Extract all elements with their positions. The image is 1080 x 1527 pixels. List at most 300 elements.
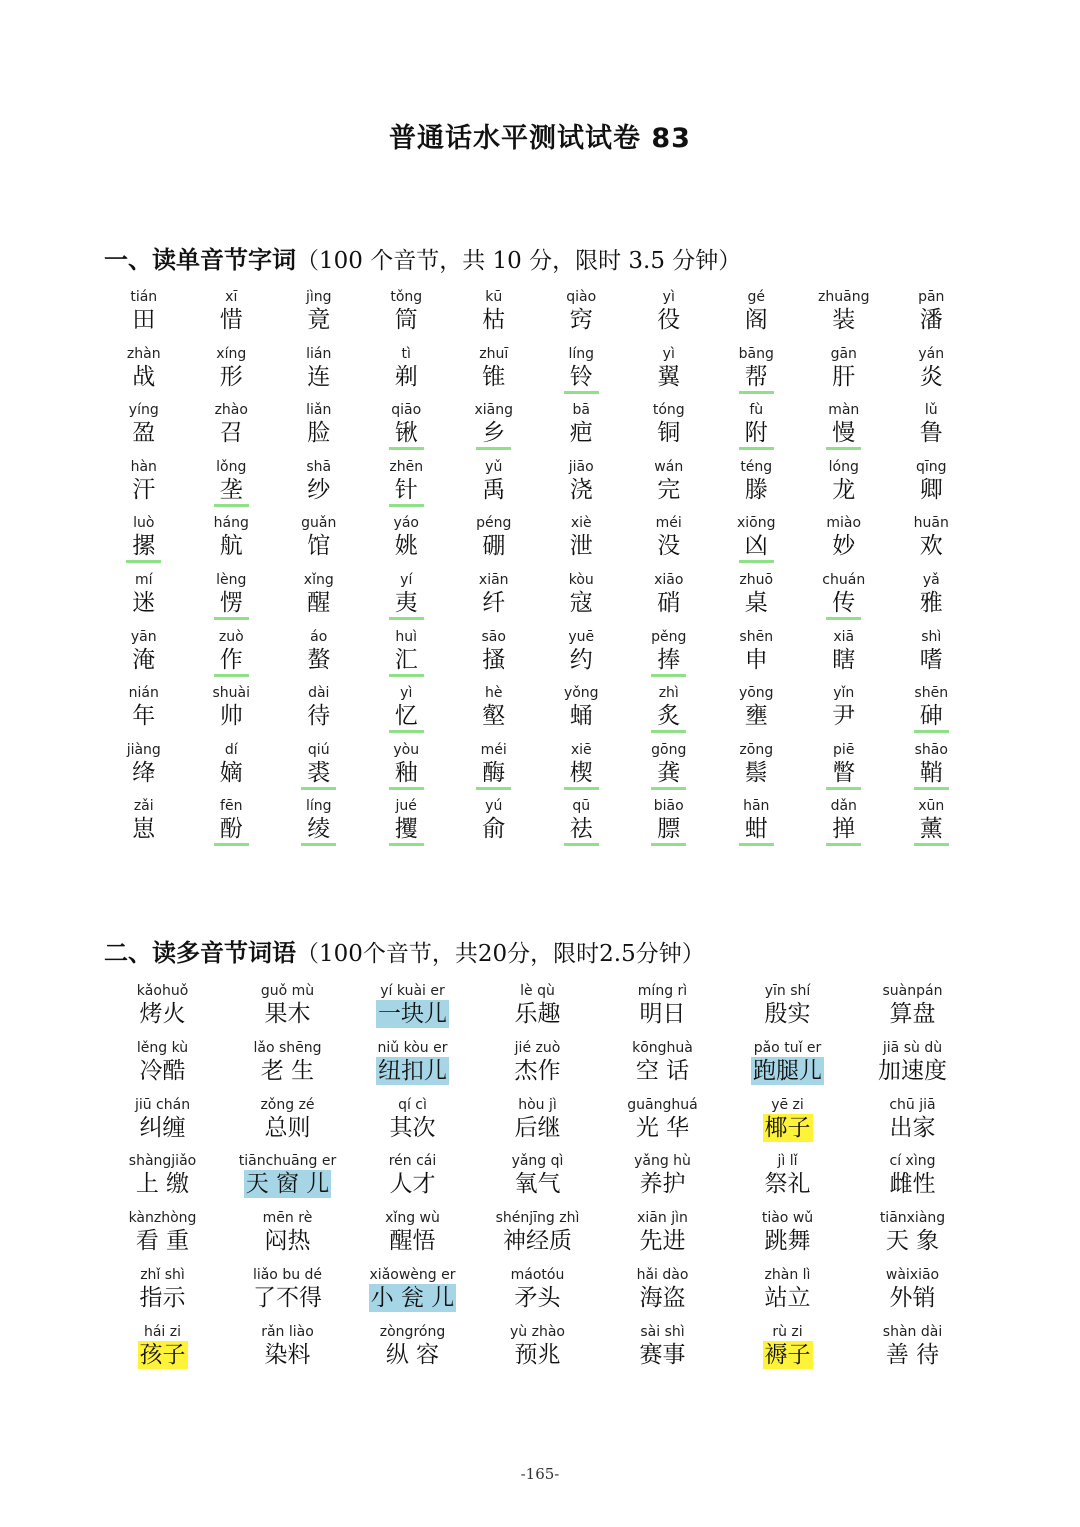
pinyin: tián	[130, 289, 158, 305]
section1-note: （100 个音节，共 10 分，限时 3.5 分钟）	[296, 248, 742, 274]
pinyin: jìng	[305, 289, 332, 305]
hanzi: 瞥	[826, 759, 861, 790]
character-item	[363, 797, 451, 854]
word-item	[100, 982, 225, 1039]
word-row	[100, 514, 975, 571]
character-item	[713, 741, 801, 798]
pinyin: xiōng	[737, 515, 776, 532]
hanzi: 纱	[307, 476, 331, 503]
hanzi: 染料	[264, 1341, 311, 1368]
word-row	[100, 628, 975, 685]
pinyin: qū	[572, 798, 591, 815]
character-item	[625, 401, 713, 458]
word-item	[100, 1096, 225, 1153]
pinyin: mí	[134, 571, 153, 588]
pinyin: zhēn	[389, 458, 424, 475]
character-item	[450, 401, 538, 458]
hanzi: 攫	[389, 815, 424, 846]
word-row	[100, 741, 975, 798]
hanzi: 作	[214, 646, 249, 677]
hanzi: 筒	[394, 307, 418, 333]
hanzi: 雌性	[889, 1171, 936, 1198]
pinyin: sài shì	[640, 1323, 685, 1340]
word-item	[725, 982, 850, 1039]
character-item	[275, 571, 363, 628]
character-item	[625, 797, 713, 854]
pinyin: rén cái	[388, 1153, 437, 1170]
pinyin: shuài	[212, 685, 250, 702]
hanzi: 召	[219, 420, 243, 447]
character-item	[713, 797, 801, 854]
word-item	[725, 1152, 850, 1209]
word-item	[725, 1039, 850, 1096]
hanzi: 蚶	[739, 815, 774, 846]
word-row	[100, 1323, 975, 1380]
character-item	[800, 288, 888, 345]
pinyin: jì lǐ	[777, 1153, 798, 1170]
pinyin: rǎn liào	[261, 1323, 314, 1340]
hanzi: 鲁	[919, 420, 943, 447]
character-item	[363, 741, 451, 798]
hanzi: 硝	[657, 589, 681, 616]
hanzi: 摞	[126, 532, 161, 563]
pinyin: máotóu	[510, 1266, 565, 1283]
pinyin: gé	[747, 289, 765, 305]
section1-title: 一、读单音节字词	[104, 246, 296, 274]
hanzi: 闷热	[264, 1228, 311, 1255]
pinyin: fù	[749, 402, 764, 419]
pinyin: hè	[485, 685, 503, 702]
character-item	[450, 571, 538, 628]
pinyin: lǔ	[924, 402, 938, 419]
pinyin: hān	[743, 798, 770, 815]
hanzi: 孩子	[139, 1341, 186, 1368]
character-item	[275, 628, 363, 685]
character-item	[363, 684, 451, 741]
hanzi: 殷实	[764, 1001, 811, 1027]
character-item	[538, 741, 626, 798]
hanzi: 垄	[214, 476, 249, 507]
character-item	[888, 628, 976, 685]
hanzi: 先进	[639, 1228, 686, 1255]
word-row	[100, 1096, 975, 1153]
character-item	[888, 741, 976, 798]
hanzi: 后继	[514, 1114, 561, 1141]
hanzi: 烤火	[139, 1001, 186, 1027]
character-item	[888, 458, 976, 515]
hanzi: 祛	[564, 815, 599, 846]
hanzi: 其次	[389, 1114, 436, 1141]
hanzi: 鬃	[744, 759, 768, 786]
word-item	[725, 1209, 850, 1266]
character-item	[450, 684, 538, 741]
pinyin: shā	[306, 458, 332, 475]
pinyin: gōng	[651, 741, 687, 758]
character-item	[100, 288, 188, 345]
hanzi: 装	[832, 307, 856, 333]
hanzi: 针	[389, 476, 424, 507]
pinyin: zhàn lì	[764, 1266, 811, 1283]
hanzi: 附	[739, 419, 774, 450]
hanzi: 嫡	[219, 759, 243, 786]
hanzi: 裘	[301, 759, 336, 790]
character-item	[713, 458, 801, 515]
character-item	[275, 514, 363, 571]
pinyin: háng	[213, 515, 249, 532]
hanzi: 搔	[482, 646, 506, 673]
hanzi: 蛹	[569, 703, 593, 730]
character-item	[625, 458, 713, 515]
pinyin: chuán	[822, 571, 866, 588]
character-item	[275, 345, 363, 402]
hanzi: 海盗	[639, 1284, 686, 1311]
hanzi: 泄	[569, 533, 593, 560]
character-item	[188, 458, 276, 515]
word-item	[100, 1209, 225, 1266]
word-item	[475, 1323, 600, 1380]
pinyin: kǎohuǒ	[136, 983, 189, 999]
hanzi: 了不得	[253, 1284, 322, 1311]
hanzi: 硼	[482, 533, 506, 560]
character-item	[800, 741, 888, 798]
hanzi: 锥	[482, 363, 506, 390]
character-item	[450, 458, 538, 515]
character-item	[625, 345, 713, 402]
hanzi: 妙	[832, 533, 856, 560]
character-item	[100, 571, 188, 628]
pinyin: kū	[485, 289, 503, 305]
word-row	[100, 1039, 975, 1096]
hanzi: 航	[219, 533, 243, 560]
character-item	[100, 401, 188, 458]
character-item	[625, 288, 713, 345]
character-item	[450, 345, 538, 402]
character-item	[538, 797, 626, 854]
word-item	[600, 1209, 725, 1266]
word-item	[350, 1096, 475, 1153]
word-item	[225, 1152, 350, 1209]
character-item	[625, 741, 713, 798]
hanzi: 砷	[914, 702, 949, 733]
hanzi: 龙	[832, 476, 856, 503]
word-row	[100, 345, 975, 402]
word-item	[475, 982, 600, 1039]
hanzi: 一块儿	[378, 1001, 447, 1027]
pinyin: kōnghuà	[632, 1039, 693, 1056]
hanzi: 瞎	[832, 646, 856, 673]
character-item	[888, 797, 976, 854]
hanzi: 忆	[389, 702, 424, 733]
hanzi: 楔	[564, 759, 599, 790]
hanzi: 空 话	[635, 1057, 690, 1084]
hanzi: 绫	[301, 815, 336, 846]
hanzi: 小 瓮 儿	[370, 1284, 455, 1311]
character-item	[800, 684, 888, 741]
hanzi: 指示	[139, 1284, 186, 1311]
pinyin: shàn dài	[882, 1323, 943, 1340]
hanzi: 姚	[394, 533, 418, 560]
hanzi: 年	[132, 703, 156, 730]
pinyin: zhuī	[479, 345, 509, 362]
hanzi: 夷	[389, 589, 424, 620]
character-item	[538, 288, 626, 345]
pinyin: zuò	[218, 628, 244, 645]
hanzi: 人才	[389, 1171, 436, 1198]
pinyin: yǎng qì	[511, 1153, 564, 1170]
hanzi: 褥子	[764, 1341, 811, 1368]
page-number: -165-	[520, 1465, 560, 1483]
pinyin: shāo	[914, 741, 948, 758]
hanzi: 预兆	[514, 1341, 561, 1368]
character-item	[275, 684, 363, 741]
pinyin: wàixiāo	[885, 1266, 940, 1283]
word-item	[225, 982, 350, 1039]
pinyin: téng	[740, 458, 773, 475]
character-item	[188, 288, 276, 345]
hanzi: 果木	[264, 1001, 311, 1027]
character-item	[188, 571, 276, 628]
hanzi: 传	[826, 589, 861, 620]
character-item	[538, 571, 626, 628]
word-item	[600, 1323, 725, 1380]
hanzi: 跑腿儿	[753, 1057, 822, 1084]
hanzi: 祭礼	[764, 1171, 811, 1198]
word-item	[850, 982, 975, 1039]
hanzi: 寇	[569, 589, 593, 616]
pinyin: péng	[476, 515, 512, 532]
word-item	[850, 1039, 975, 1096]
word-item	[225, 1096, 350, 1153]
character-item	[450, 741, 538, 798]
pinyin: lěng kù	[136, 1039, 189, 1056]
hanzi: 加速度	[878, 1057, 947, 1084]
hanzi: 卿	[919, 476, 943, 503]
character-item	[538, 401, 626, 458]
character-item	[100, 458, 188, 515]
character-item	[625, 514, 713, 571]
hanzi: 雅	[919, 589, 943, 616]
word-item	[475, 1266, 600, 1323]
word-row	[100, 1152, 975, 1209]
hanzi: 申	[744, 646, 768, 673]
pinyin: màn	[828, 402, 860, 419]
character-item	[888, 345, 976, 402]
hanzi: 老 生	[260, 1057, 315, 1084]
word-item	[100, 1323, 225, 1380]
character-item	[188, 345, 276, 402]
hanzi: 炎	[919, 363, 943, 390]
word-row	[100, 458, 975, 515]
hanzi: 纤	[482, 589, 506, 616]
character-item	[275, 401, 363, 458]
character-item	[800, 571, 888, 628]
pinyin: yuē	[568, 628, 595, 645]
pinyin: yì	[662, 345, 675, 362]
pinyin: pěng	[651, 628, 687, 645]
word-row	[100, 797, 975, 854]
character-item	[625, 628, 713, 685]
character-item	[888, 401, 976, 458]
word-item	[475, 1152, 600, 1209]
pinyin: xī	[225, 289, 238, 305]
character-item	[363, 571, 451, 628]
hanzi: 战	[132, 363, 156, 390]
hanzi: 剃	[394, 363, 418, 390]
pinyin: qīng	[915, 458, 947, 475]
pinyin: jiāo	[568, 458, 594, 475]
word-item	[725, 1323, 850, 1380]
hanzi: 酶	[476, 759, 511, 790]
word-row	[100, 1266, 975, 1323]
character-item	[800, 458, 888, 515]
hanzi: 光 华	[635, 1114, 690, 1141]
character-item	[188, 797, 276, 854]
pinyin: jié zuò	[514, 1039, 561, 1056]
character-item	[100, 741, 188, 798]
character-item	[188, 514, 276, 571]
hanzi: 馆	[307, 533, 331, 560]
hanzi: 冷酷	[139, 1057, 186, 1084]
pinyin: míng rì	[637, 983, 688, 999]
character-item	[363, 514, 451, 571]
hanzi: 待	[307, 703, 331, 730]
pinyin: cí xìng	[889, 1153, 936, 1170]
pinyin: hòu jì	[518, 1096, 557, 1113]
pinyin: nián	[128, 685, 159, 702]
character-item	[450, 288, 538, 345]
pinyin: wán	[654, 458, 684, 475]
pinyin: lǎo shēng	[253, 1039, 322, 1056]
word-row	[100, 571, 975, 628]
hanzi: 酚	[214, 815, 249, 846]
hanzi: 锹	[389, 419, 424, 450]
character-item	[888, 514, 976, 571]
pinyin: dǎn	[830, 798, 857, 815]
word-item	[600, 1039, 725, 1096]
pinyin: méi	[655, 515, 682, 532]
hanzi: 铜	[657, 420, 681, 447]
word-item	[850, 1096, 975, 1153]
word-item	[350, 982, 475, 1039]
word-item	[725, 1266, 850, 1323]
character-item	[275, 458, 363, 515]
pinyin: tiānchuāng er	[238, 1153, 337, 1170]
pinyin: zǒng zé	[260, 1096, 315, 1113]
hanzi: 禹	[482, 476, 506, 503]
hanzi: 纵 容	[385, 1341, 440, 1368]
pinyin: guānghuá	[627, 1096, 698, 1113]
hanzi: 慢	[826, 419, 861, 450]
character-item	[713, 345, 801, 402]
character-item	[363, 345, 451, 402]
character-item	[100, 345, 188, 402]
pinyin: guǒ mù	[260, 983, 315, 999]
pinyin: jiū chán	[134, 1096, 191, 1113]
pinyin: líng	[305, 798, 332, 815]
pinyin: chū jiā	[889, 1096, 936, 1113]
hanzi: 赛事	[639, 1341, 686, 1368]
pinyin: xiè	[570, 515, 592, 532]
character-item	[713, 401, 801, 458]
character-item	[538, 628, 626, 685]
pinyin: kànzhòng	[128, 1210, 197, 1227]
pinyin: liǎo bu dé	[252, 1266, 323, 1283]
pinyin: zhuō	[739, 571, 774, 588]
character-item	[800, 401, 888, 458]
character-item	[100, 684, 188, 741]
character-item	[888, 684, 976, 741]
hanzi: 盈	[132, 420, 156, 447]
pinyin: méi	[480, 741, 507, 758]
pinyin: xǐng wù	[385, 1210, 440, 1227]
pinyin: jiā sù dù	[882, 1039, 943, 1056]
hanzi: 乡	[476, 419, 511, 450]
pinyin: xíng	[216, 345, 247, 362]
pinyin: qiào	[566, 289, 597, 305]
character-item	[275, 288, 363, 345]
hanzi: 竟	[307, 307, 331, 333]
hanzi: 阁	[744, 307, 768, 333]
pinyin: lián	[306, 345, 332, 362]
pinyin: yù zhào	[510, 1323, 565, 1340]
character-item	[188, 628, 276, 685]
pinyin: yì	[662, 289, 675, 305]
pinyin: yí	[400, 571, 413, 588]
hanzi: 愣	[214, 589, 249, 620]
character-item	[538, 345, 626, 402]
pinyin: mēn rè	[262, 1210, 313, 1227]
pinyin: yǎng hù	[634, 1153, 691, 1170]
pinyin: xiāng	[474, 402, 513, 419]
character-item	[188, 684, 276, 741]
character-item	[713, 571, 801, 628]
hanzi: 帅	[219, 703, 243, 730]
pinyin: shēn	[739, 628, 774, 645]
pinyin: hǎi dào	[636, 1266, 689, 1283]
character-item	[713, 628, 801, 685]
word-item	[225, 1266, 350, 1323]
pinyin: tiào wǔ	[761, 1210, 814, 1227]
pinyin: lèng	[216, 571, 247, 588]
pinyin: zhào	[214, 402, 248, 419]
pinyin: dí	[224, 741, 238, 758]
pinyin: niǔ kòu er	[377, 1039, 448, 1056]
character-item	[100, 628, 188, 685]
character-item	[713, 684, 801, 741]
hanzi: 出家	[889, 1114, 936, 1141]
multisyllable-grid	[100, 982, 975, 1380]
hanzi: 役	[657, 307, 681, 333]
pinyin: dài	[308, 685, 330, 702]
hanzi: 外销	[889, 1284, 936, 1311]
section1-heading	[104, 240, 741, 275]
hanzi: 形	[219, 363, 243, 390]
hanzi: 醒	[307, 589, 331, 616]
character-item	[888, 571, 976, 628]
hanzi: 汗	[132, 476, 156, 503]
pinyin: zhì	[658, 685, 679, 702]
word-item	[100, 1039, 225, 1096]
hanzi: 螯	[307, 646, 331, 673]
word-item	[725, 1096, 850, 1153]
character-item	[538, 514, 626, 571]
pinyin: yǒng	[563, 685, 599, 702]
word-item	[225, 1209, 350, 1266]
word-item	[350, 1266, 475, 1323]
word-item	[100, 1152, 225, 1209]
pinyin: miào	[826, 515, 862, 532]
pinyin: yú	[485, 798, 503, 815]
